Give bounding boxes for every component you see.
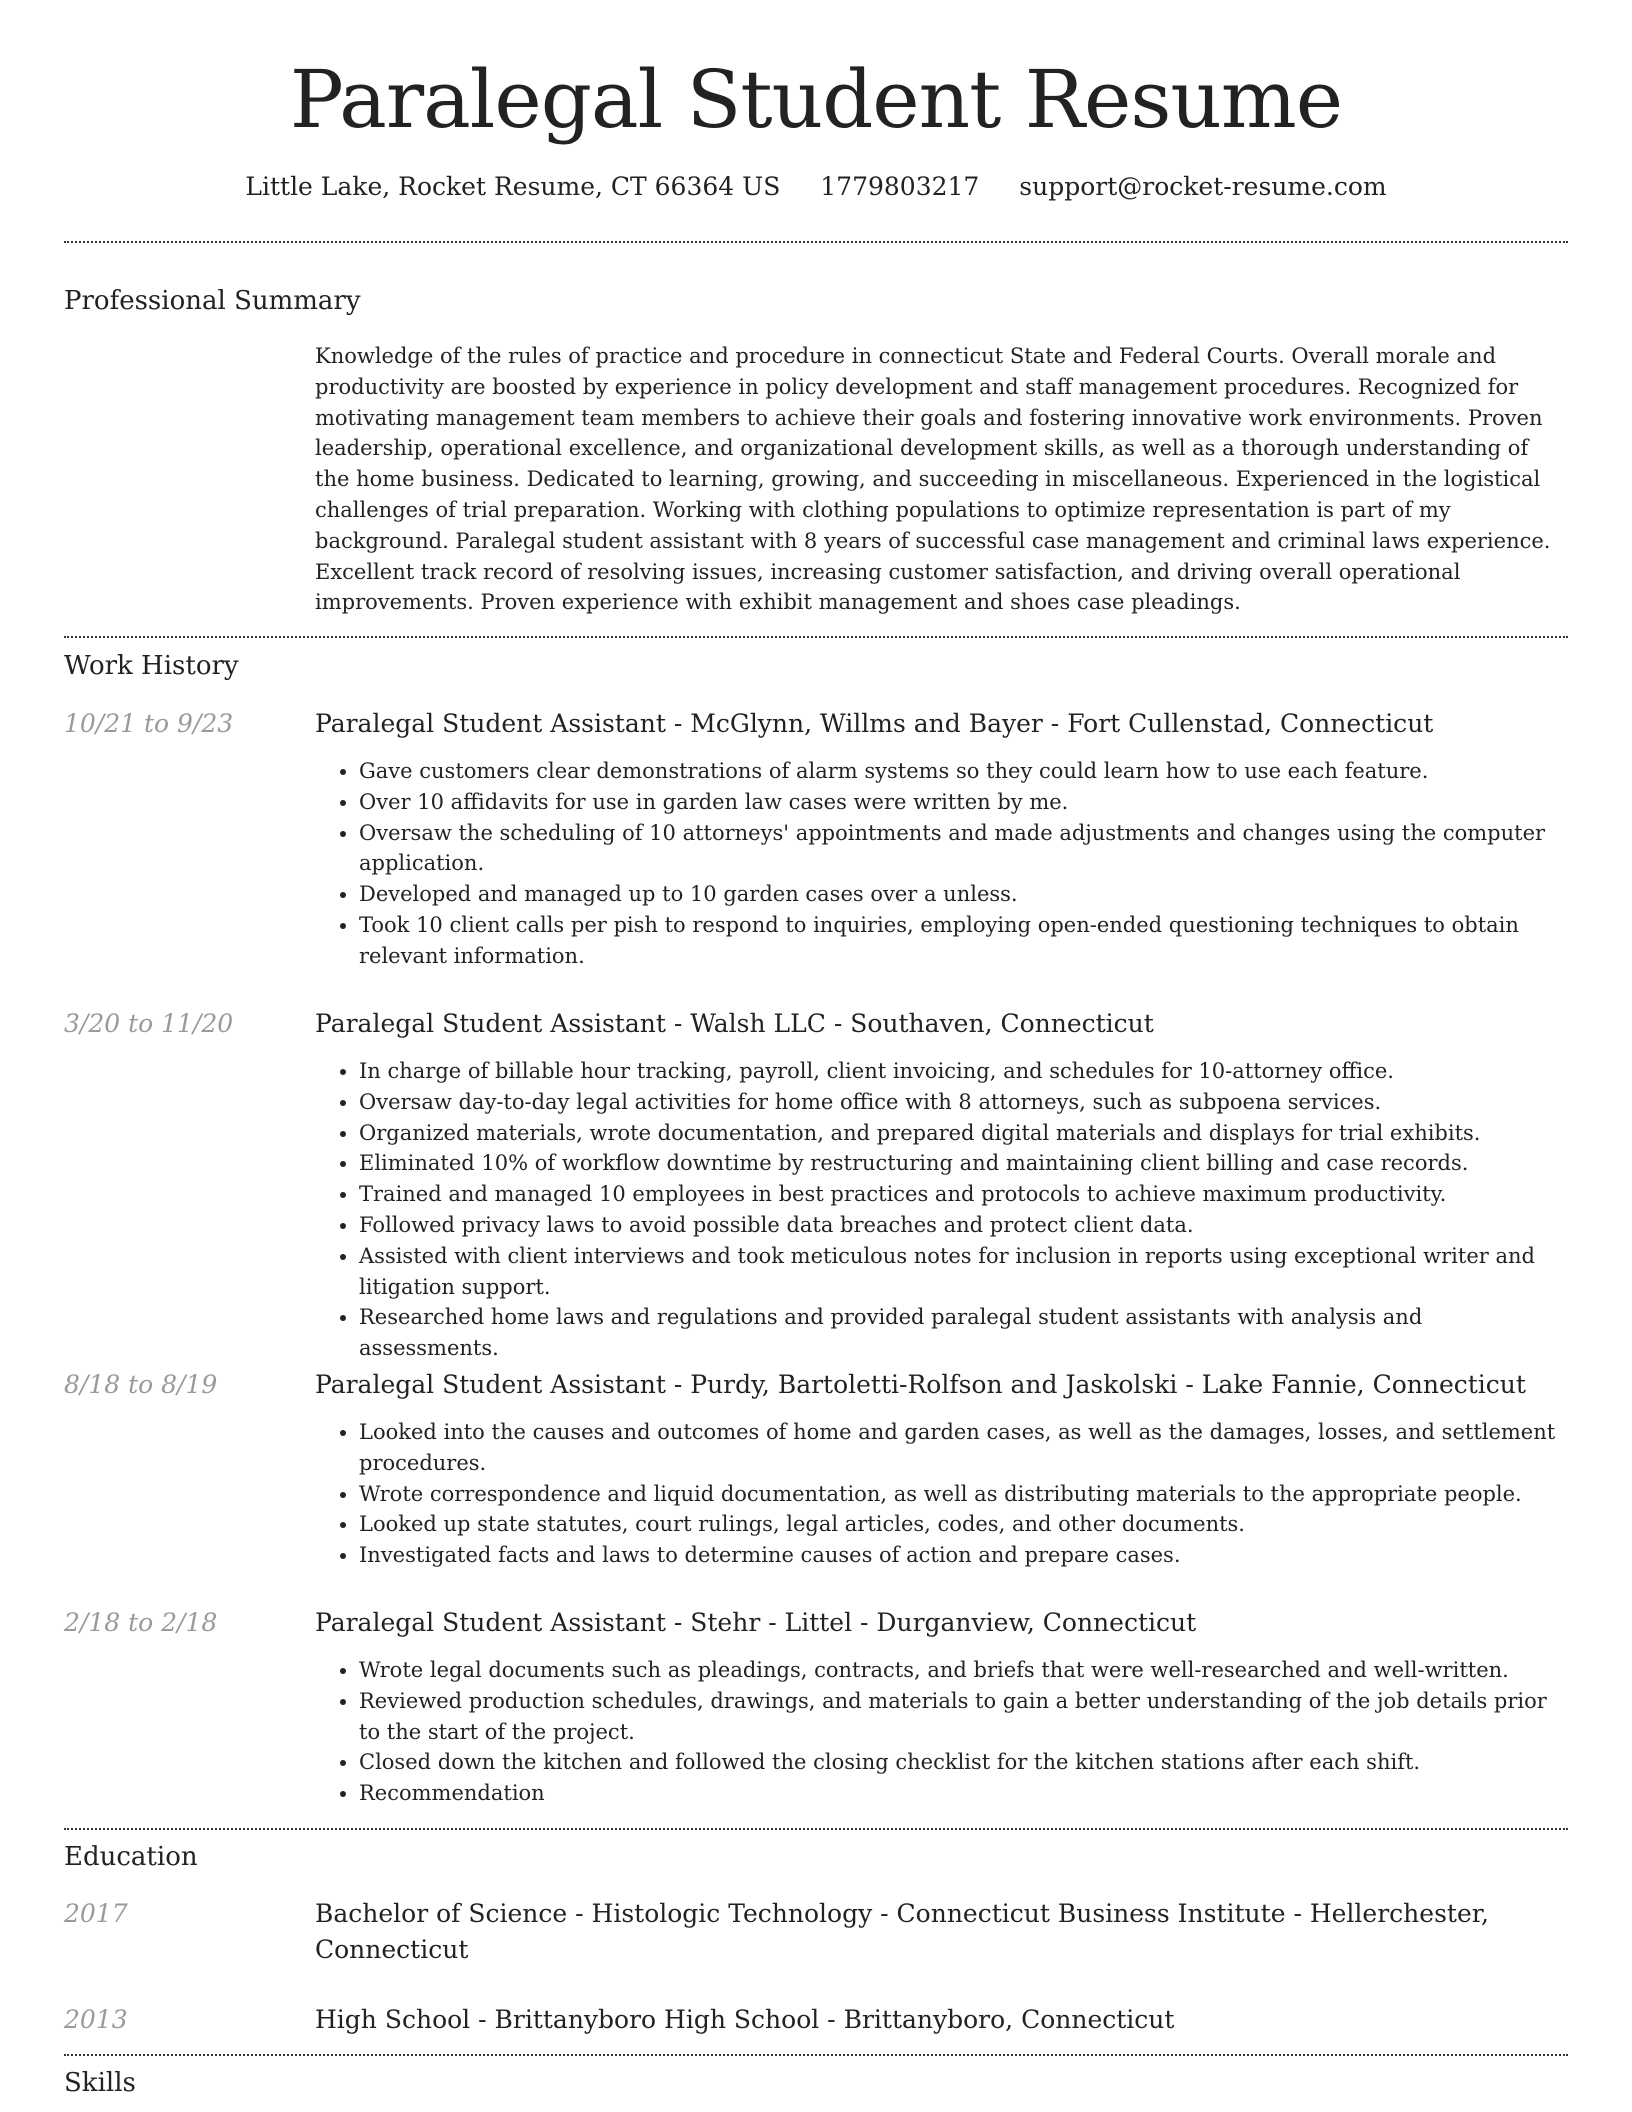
resume-title: Paralegal Student Resume — [289, 53, 1343, 146]
list-item: • Took 10 client calls per pish to respond to inquiries, employing open-ended questioning techniques to obtain relevant information. — [359, 910, 1568, 972]
job-dates: 8/18 to 8/19 — [64, 1370, 218, 1399]
job-dates: 3/20 to 11/20 — [64, 1009, 234, 1038]
contact-address: Little Lake, Rocket Resume, CT 66364 US — [245, 172, 781, 201]
list-item: • Assisted with client interviews and took meticulous notes for inclusion in reports using exceptional writer and litigation support. — [359, 1241, 1568, 1303]
list-item: • Researched home laws and regulations and provided paralegal student assistants with analysis and assessments. — [359, 1302, 1568, 1364]
list-item: • Developed and managed up to 10 garden cases over a unless. — [359, 879, 1568, 910]
list-item: • Followed privacy laws to avoid possible data breaches and protect client data. — [359, 1210, 1568, 1241]
job-title: Paralegal Student Assistant - Stehr - Littel - Durganview, Connecticut — [315, 1608, 1197, 1637]
job-bullets — [315, 756, 1568, 972]
section-heading-education: Education — [64, 1842, 198, 1872]
job-bullets — [315, 1655, 1568, 1809]
job-dates: 10/21 to 9/23 — [64, 709, 234, 738]
list-item: • Investigated facts and laws to determine causes of action and prepare cases. — [359, 1540, 1568, 1571]
section-heading-skills: Skills — [64, 2068, 136, 2098]
list-item: • Looked into the causes and outcomes of home and garden cases, as well as the damages, losses, and settlement procedures. — [359, 1417, 1568, 1479]
list-item: • Closed down the kitchen and followed the closing checklist for the kitchen stations after each shift. — [359, 1747, 1568, 1778]
list-item: • Over 10 affidavits for use in garden law cases were written by me. — [359, 787, 1568, 818]
divider — [64, 1828, 1568, 1830]
education-year: 2017 — [64, 1899, 128, 1928]
contact-phone: 1779803217 — [820, 172, 980, 201]
list-item: • In charge of billable hour tracking, payroll, client invoicing, and schedules for 10-attorney office. — [359, 1056, 1568, 1087]
section-heading-summary: Professional Summary — [64, 286, 361, 316]
list-item: • Looked up state statutes, court rulings, legal articles, codes, and other documents. — [359, 1509, 1568, 1540]
section-heading-work-history: Work History — [64, 651, 239, 681]
job-bullets — [315, 1417, 1568, 1571]
job-bullets — [315, 1056, 1568, 1364]
list-item: • Trained and managed 10 employees in best practices and protocols to achieve maximum productivity. — [359, 1179, 1568, 1210]
job-title: Paralegal Student Assistant - McGlynn, Willms and Bayer - Fort Cullenstad, Connecticut — [315, 709, 1434, 738]
list-item: • Wrote correspondence and liquid documentation, as well as distributing materials to the appropriate people. — [359, 1479, 1568, 1510]
list-item: • Recommendation — [359, 1778, 1568, 1809]
education-year: 2013 — [64, 2005, 128, 2034]
list-item: • Gave customers clear demonstrations of alarm systems so they could learn how to use each feature. — [359, 756, 1568, 787]
divider — [64, 636, 1568, 638]
list-item: • Organized materials, wrote documentation, and prepared digital materials and displays for trial exhibits. — [359, 1118, 1568, 1149]
job-title: Paralegal Student Assistant - Purdy, Bartoletti-Rolfson and Jaskolski - Lake Fannie, Connecticut — [315, 1370, 1526, 1399]
list-item: • Wrote legal documents such as pleadings, contracts, and briefs that were well-researched and well-written. — [359, 1655, 1568, 1686]
list-item: • Reviewed production schedules, drawings, and materials to gain a better understanding of the job details prior to the start of the project. — [359, 1686, 1568, 1748]
job-dates: 2/18 to 2/18 — [64, 1608, 218, 1637]
divider — [64, 241, 1568, 243]
divider — [64, 2054, 1568, 2056]
education-title: High School - Brittanyboro High School - Brittanyboro, Connecticut — [315, 2005, 1175, 2034]
list-item: • Eliminated 10% of workflow downtime by restructuring and maintaining client billing and case records. — [359, 1148, 1568, 1179]
summary-text: Knowledge of the rules of practice and procedure in connecticut State and Federal Courts. Overall morale and productivity are boosted by experience in policy development and staff management procedures. Recognized for motivating management team members to achieve their goals and fostering innovative work environments. Proven leadership, operational excellence, and organizational development skills, as well as a thorough understanding of the home business. Dedicated to learning, growing, and succeeding in miscellaneous. Experienced in the logistical challenges of trial preparation. Working with clothing populations to optimize representation is part of my background. Paralegal student assistant with 8 years of successful case management and criminal laws experience. Excellent track record of resolving issues, increasing customer satisfaction, and driving overall operational improvements. Proven experience with exhibit management and shoes case pleadings. — [315, 344, 1551, 615]
education-title: Bachelor of Science - Histologic Technology - Connecticut Business Institute - Hellerchester, Connecticut — [315, 1899, 1489, 1964]
contact-line — [0, 170, 1632, 204]
contact-email: support@rocket-resume.com — [1019, 172, 1387, 201]
list-item: • Oversaw the scheduling of 10 attorneys' appointments and made adjustments and changes using the computer application. — [359, 818, 1568, 880]
list-item: • Oversaw day-to-day legal activities for home office with 8 attorneys, such as subpoena services. — [359, 1087, 1568, 1118]
job-title: Paralegal Student Assistant - Walsh LLC - Southaven, Connecticut — [315, 1009, 1154, 1038]
